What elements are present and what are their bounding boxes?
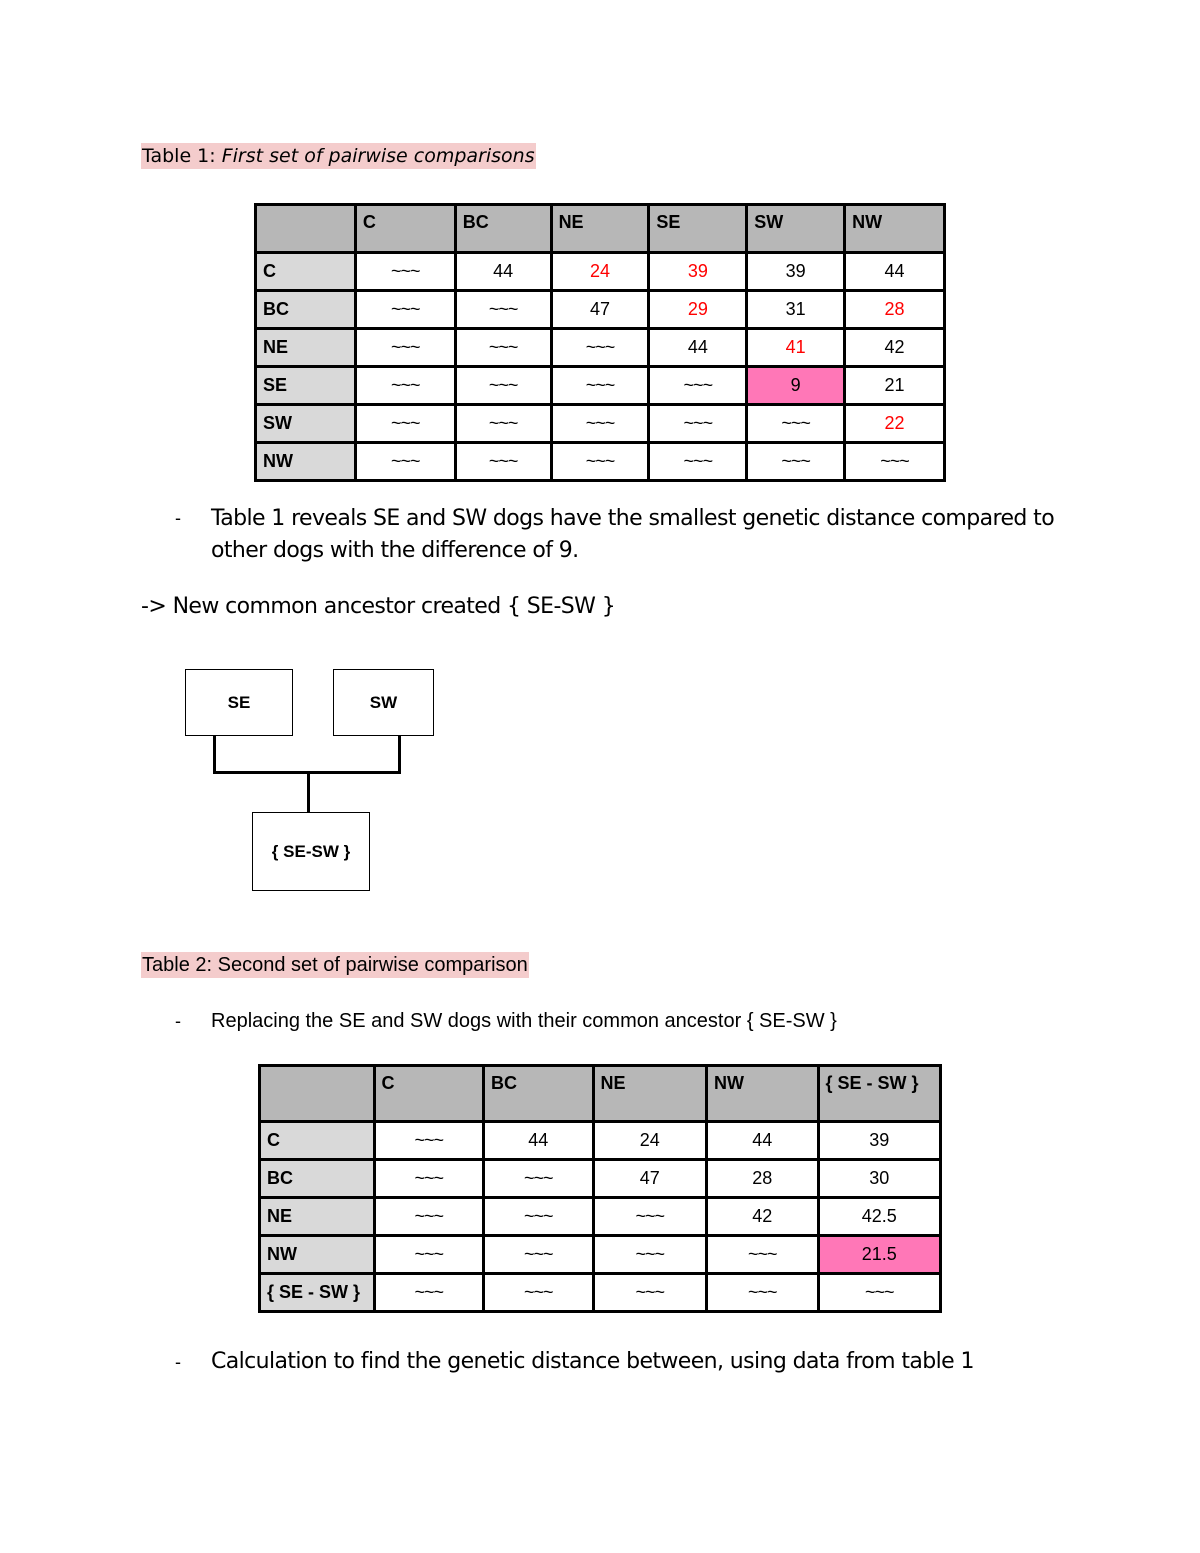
bullet2-text: Calculation to find the genetic distance between, using data from table 1 — [211, 1349, 974, 1374]
table-cell: 24 — [593, 1122, 706, 1160]
table-cell: ~~~ — [551, 367, 649, 405]
table-cell: ~~~ — [374, 1160, 483, 1198]
column-header: NW — [845, 205, 945, 253]
table-cell: 21.5 — [818, 1236, 940, 1274]
table-cell: ~~~ — [374, 1236, 483, 1274]
diagram-box-se: SE — [185, 669, 293, 736]
table-cell: ~~~ — [593, 1274, 706, 1312]
table-cell: ~~~ — [706, 1274, 818, 1312]
row-header: SW — [256, 405, 356, 443]
column-header: NW — [706, 1066, 818, 1122]
bullet1-line2: other dogs with the difference of 9. — [211, 538, 579, 563]
bullet2-dash: - — [175, 1352, 181, 1372]
table-cell: 30 — [818, 1160, 940, 1198]
table-row — [256, 329, 945, 367]
table-cell: ~~~ — [355, 329, 455, 367]
row-header: BC — [256, 291, 356, 329]
table-cell: ~~~ — [455, 329, 551, 367]
table-cell: ~~~ — [818, 1274, 940, 1312]
table-row — [256, 367, 945, 405]
table-cell: ~~~ — [706, 1236, 818, 1274]
table-cell: 29 — [649, 291, 747, 329]
bullet1-line1: Table 1 reveals SE and SW dogs have the smallest genetic distance compared to — [211, 506, 1055, 531]
table-row — [256, 291, 945, 329]
table-cell: 22 — [845, 405, 945, 443]
table-cell: ~~~ — [551, 329, 649, 367]
row-header: NW — [256, 443, 356, 481]
table-cell: ~~~ — [355, 405, 455, 443]
column-header: NE — [593, 1066, 706, 1122]
corner-cell — [256, 205, 356, 253]
table-cell: ~~~ — [455, 291, 551, 329]
table2-note: Replacing the SE and SW dogs with their common ancestor { SE-SW } — [211, 1010, 837, 1032]
table2 — [258, 1064, 942, 1313]
table-row — [256, 443, 945, 481]
table2-caption: Table 2: Second set of pairwise comparison — [142, 954, 528, 976]
connector-left — [213, 735, 216, 774]
table-cell: 42 — [706, 1198, 818, 1236]
table-cell: ~~~ — [649, 443, 747, 481]
table-cell: ~~~ — [355, 443, 455, 481]
table-cell: 28 — [706, 1160, 818, 1198]
table1-caption — [141, 143, 536, 169]
row-header: NW — [260, 1236, 375, 1274]
bullet1-dash: - — [175, 508, 181, 528]
table-cell: 31 — [747, 291, 845, 329]
row-header: SE — [256, 367, 356, 405]
diagram-box-se-sw: { SE-SW } — [252, 812, 370, 891]
table2-note-dash: - — [175, 1011, 181, 1031]
row-header: { SE - SW } — [260, 1274, 375, 1312]
table-cell: 44 — [845, 253, 945, 291]
table-cell: 42 — [845, 329, 945, 367]
table1 — [254, 203, 946, 482]
table-cell: 44 — [649, 329, 747, 367]
table-cell: ~~~ — [593, 1198, 706, 1236]
table-cell: 39 — [649, 253, 747, 291]
table-cell: ~~~ — [455, 443, 551, 481]
row-header: BC — [260, 1160, 375, 1198]
column-header: BC — [455, 205, 551, 253]
table-cell: ~~~ — [483, 1236, 593, 1274]
table-cell: ~~~ — [551, 405, 649, 443]
table-row — [260, 1160, 941, 1198]
table-row — [260, 1274, 941, 1312]
table1-caption-rest: First set of pairwise comparisons — [215, 145, 535, 167]
table-row — [260, 1236, 941, 1274]
table-cell: ~~~ — [455, 405, 551, 443]
table-cell: 39 — [747, 253, 845, 291]
table-cell: ~~~ — [483, 1274, 593, 1312]
table-cell: ~~~ — [593, 1236, 706, 1274]
diagram-box-sw: SW — [333, 669, 434, 736]
connector-right — [398, 735, 401, 774]
table-cell: ~~~ — [747, 443, 845, 481]
table-cell: 47 — [551, 291, 649, 329]
corner-cell — [260, 1066, 375, 1122]
column-header: { SE - SW } — [818, 1066, 940, 1122]
table-cell: ~~~ — [374, 1274, 483, 1312]
table-cell: ~~~ — [374, 1122, 483, 1160]
table-row — [256, 405, 945, 443]
table-cell: ~~~ — [455, 367, 551, 405]
table-cell: 21 — [845, 367, 945, 405]
table-cell: ~~~ — [649, 405, 747, 443]
table-cell: ~~~ — [747, 405, 845, 443]
table-cell: 39 — [818, 1122, 940, 1160]
table-cell: 47 — [593, 1160, 706, 1198]
table-cell: 42.5 — [818, 1198, 940, 1236]
bullet1-text — [211, 503, 1055, 567]
column-header: SW — [747, 205, 845, 253]
table-cell: ~~~ — [355, 253, 455, 291]
table-cell: ~~~ — [483, 1160, 593, 1198]
column-header: SE — [649, 205, 747, 253]
row-header: NE — [260, 1198, 375, 1236]
connector-down — [307, 773, 310, 813]
row-header: NE — [256, 329, 356, 367]
table-cell: 41 — [747, 329, 845, 367]
table-cell: 28 — [845, 291, 945, 329]
table-cell: ~~~ — [355, 367, 455, 405]
table-cell: 44 — [483, 1122, 593, 1160]
table-cell: ~~~ — [845, 443, 945, 481]
table-cell: 9 — [747, 367, 845, 405]
table-cell: ~~~ — [483, 1198, 593, 1236]
table-cell: ~~~ — [551, 443, 649, 481]
table-cell: 44 — [706, 1122, 818, 1160]
row-header: C — [256, 253, 356, 291]
table-cell: 44 — [455, 253, 551, 291]
table-cell: ~~~ — [374, 1198, 483, 1236]
table-cell: 24 — [551, 253, 649, 291]
table-row — [256, 253, 945, 291]
table-row — [260, 1198, 941, 1236]
row-header: C — [260, 1122, 375, 1160]
table-cell: ~~~ — [649, 367, 747, 405]
table1-caption-prefix: Table 1: — [142, 145, 216, 167]
table-row — [260, 1122, 941, 1160]
new-ancestor-line: -> New common ancestor created { SE-SW } — [141, 594, 616, 619]
column-header: NE — [551, 205, 649, 253]
column-header: C — [355, 205, 455, 253]
column-header: BC — [483, 1066, 593, 1122]
column-header: C — [374, 1066, 483, 1122]
table-cell: ~~~ — [355, 291, 455, 329]
